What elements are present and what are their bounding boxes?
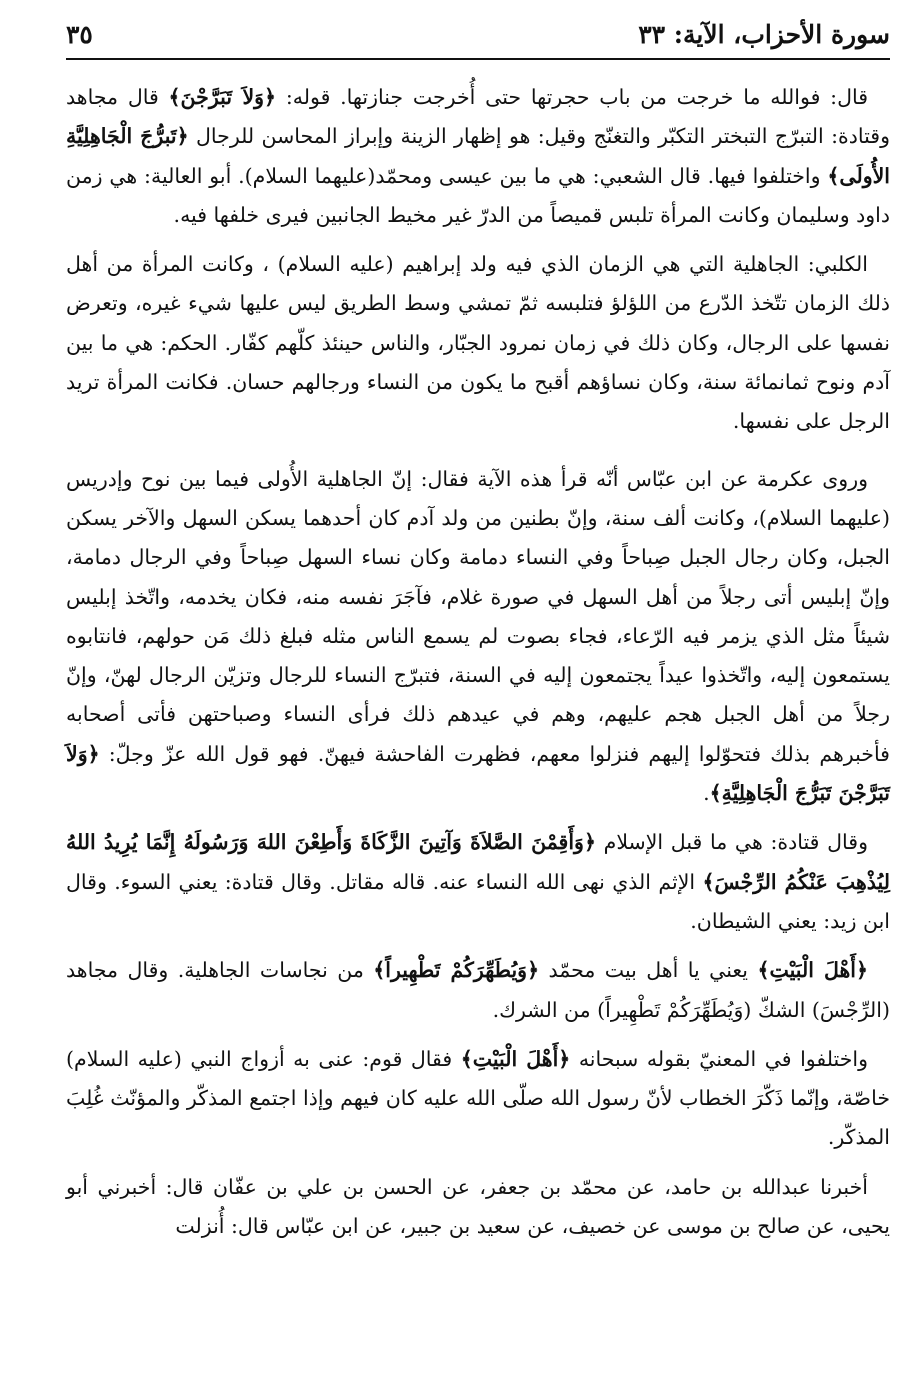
- paragraph-text: .: [703, 781, 710, 806]
- quran-quote: ﴿وَلاَ تَبَرَّجْنَ تَبَرُّجَ الْجَاهِلِيَّةِ﴾: [66, 741, 890, 806]
- quran-quote: ﴿وَأَقِمْنَ الصَّلاَةَ وَآتِينَ الزَّكَاةَ وَأَطِعْنَ اللهَ وَرَسُولَهُ إِنَّمَا يُرِيدُ اللهُ لِيُذْهِبَ عَنْكُمُ الرِّجْسَ﴾: [66, 830, 890, 894]
- page-number: ٣٥: [66, 19, 93, 49]
- page-header: [66, 16, 890, 52]
- paragraph-text: وقال قتادة: هي ما قبل الإسلام: [595, 830, 868, 855]
- commentary-paragraph: [66, 1168, 890, 1247]
- quran-quote: ﴿أَهْلَ الْبَيْتِ﴾: [757, 958, 868, 983]
- commentary-paragraph: [66, 823, 890, 941]
- commentary-paragraph: [66, 78, 890, 235]
- quran-quote: ﴿وَيُطَهِّرَكُمْ تَطْهِيراً﴾: [373, 958, 540, 983]
- paragraph-text: من نجاسات الجاهلية. وقال مجاهد (الرِّجْسَ) الشكّ (وَيُطَهِّرَكُمْ تَطْهِيراً) من الشرك.: [66, 958, 890, 1022]
- commentary-paragraph: [66, 1040, 890, 1158]
- header-divider: [66, 58, 890, 60]
- quran-quote: ﴿وَلاَ تَبَرَّجْنَ﴾: [168, 85, 277, 109]
- page-body: [66, 78, 890, 1256]
- paragraph-text: الكلبي: الجاهلية التي هي الزمان الذي فيه ولد إبراهيم (عليه السلام) ، وكانت المرأة من أهل ذلك الزمان تتّخذ الدّرع من اللؤلؤ فتلبسه ثمّ تمشي وسط الطريق ليس عليها شيء غيره، وتعرض نفسها على الرجال، وكان ذلك في زمان نمرود الجبّار، والناس حينئذ كلّهم كفّار. الحكم: هي ما بين آدم ونوح ثمانمائة سنة، وكان نساؤهم أقبح ما يكون من النساء ورجالهم حسان. فكانت المرأة تريد الرجل على نفسها.: [66, 252, 890, 434]
- paragraph-text: يعني يا أهل بيت محمّد: [539, 958, 758, 983]
- commentary-paragraph: [66, 951, 890, 1030]
- paragraph-text: الإثم الذي نهى الله النساء عنه. قاله مقاتل. وقال قتادة: يعني السوء. وقال ابن زيد: يعني الشيطان.: [66, 869, 890, 933]
- paragraph-text: قال مجاهد وقتادة: التبرّج التبختر التكبّر والتغنّج وقيل: هو إظهار الزينة وإبراز المحاسن للرجال: [66, 85, 891, 149]
- running-title: سورة الأحزاب، الآية: ٣٣: [638, 19, 890, 49]
- paragraph-text: واختلفوا في المعنيّ بقوله سبحانه: [570, 1046, 868, 1071]
- quran-quote: ﴿أَهْلَ الْبَيْتِ﴾: [460, 1046, 571, 1071]
- paragraph-text: وروى عكرمة عن ابن عبّاس أنّه قرأ هذه الآية فقال: إنّ الجاهلية الأُولى فيما بين نوح وإدريس (عليهما السلام)، وكانت ألف سنة، وإنّ بطنين من ولد آدم كان أحدهما يسكن السهل والآخر يسكن الجبل، وكان رجال الجبل صِباحاً وفي النساء دمامة وكان نساء السهل صِباحاً وفي الرجال دمامة، وإنّ إبليس أتى رجلاً من أهل السهل في صورة غلام، فآجَرَ نفسه منه، فكان يخدمه، واتّخذ إبليس شيئاً مثل الذي يزمر فيه الرّعاء، فجاء بصوت لم يسمع الناس مثله فبلغ ذلك مَن حولهم، فانتابوه يستمعون إليه، واتّخذوا عيداً يجتمعون إليه في السنة، فتبرّج النساء للرجال وتزيّن الرجال لهنّ، وإنّ رجلاً من أهل الجبل هجم عليهم، وهم في عيدهم ذلك فرأى النساء وصباحتهن فأتى أصحابه فأخبرهم بذلك فتحوّلوا إليهم فنزلوا معهم، فظهرت الفاحشة فيهنّ. فهو قول الله عزّ وجلّ:: [66, 466, 890, 766]
- paragraph-text: واختلفوا فيها. قال الشعبي: هي ما بين عيسى ومحمّد(عليهما السلام). أبو العالية: هي زمن داود وسليمان وكانت المرأة تلبس قميصاً من الدرّ غير مخيط الجانبين فيرى خلفها فيه.: [66, 163, 890, 227]
- quran-quote: ﴿تَبرُّجَ الْجَاهِلِيَّةِ الأُولَى﴾: [66, 124, 890, 188]
- paragraph-text: قال: فوالله ما خرجت من باب حجرتها حتى أُخرجت جنازتها. قوله:: [276, 85, 869, 109]
- commentary-paragraph: [66, 245, 890, 441]
- paragraph-text: فقال قوم: عنى به أزواج النبي (عليه السلام) خاصّة، وإنّما ذَكّرَ الخطاب لأنّ رسول الله صلّى الله عليه كان فيهم وإذا اجتمع المذكّر والمؤنّث غُلِبَ المذكّر.: [66, 1046, 890, 1150]
- paragraph-text: أخبرنا عبدالله بن حامد، عن محمّد بن جعفر، عن الحسن بن علي بن عفّان قال: أخبرني أبو يحيى، عن صالح بن موسى عن خصيف، عن سعيد بن جبير، عن ابن عبّاس قال: أُنزلت: [66, 1174, 890, 1239]
- commentary-paragraph: [66, 460, 890, 814]
